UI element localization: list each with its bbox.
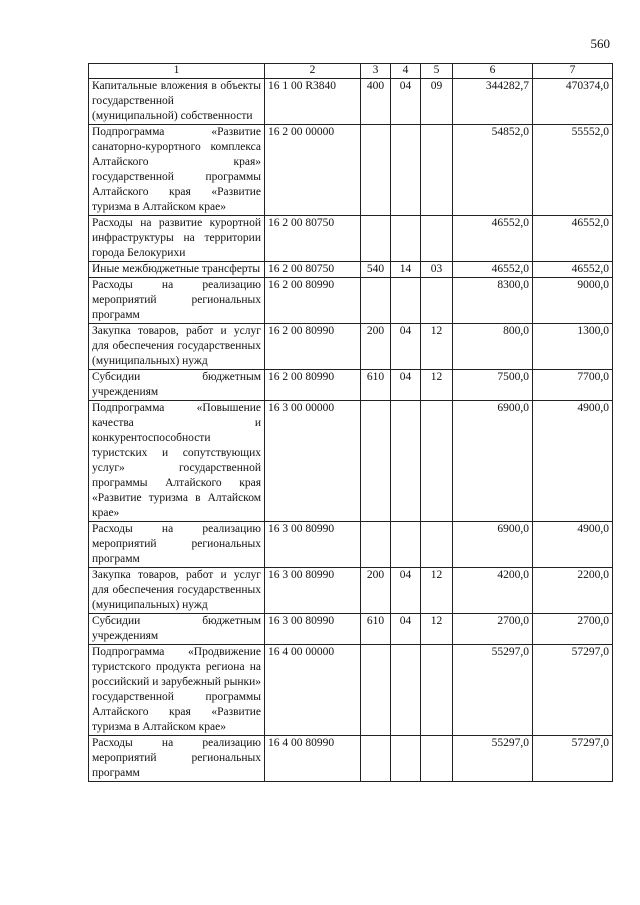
cell-target-code: 16 1 00 R3840 xyxy=(265,79,361,125)
cell-name: Подпрограмма «Развитие санаторно-курортного комплекса Алтайского края» государственной программы Алтайского края «Развитие туризма в Алтайском крае» xyxy=(89,125,265,216)
table-row xyxy=(89,278,613,324)
cell-subsection xyxy=(421,125,453,216)
cell-amount-year1: 6900,0 xyxy=(453,401,533,522)
header-col-2: 2 xyxy=(265,64,361,79)
cell-section: 04 xyxy=(391,614,421,645)
cell-target-code: 16 2 00 80990 xyxy=(265,278,361,324)
cell-amount-year2: 46552,0 xyxy=(533,262,613,278)
cell-section xyxy=(391,645,421,736)
cell-amount-year2: 57297,0 xyxy=(533,736,613,782)
header-col-3: 3 xyxy=(361,64,391,79)
cell-expense-type: 400 xyxy=(361,79,391,125)
cell-amount-year1: 344282,7 xyxy=(453,79,533,125)
cell-amount-year2: 4900,0 xyxy=(533,522,613,568)
cell-expense-type xyxy=(361,522,391,568)
cell-subsection: 12 xyxy=(421,324,453,370)
table-row xyxy=(89,79,613,125)
cell-subsection: 12 xyxy=(421,568,453,614)
cell-amount-year2: 9000,0 xyxy=(533,278,613,324)
cell-amount-year1: 46552,0 xyxy=(453,216,533,262)
cell-expense-type: 540 xyxy=(361,262,391,278)
cell-target-code: 16 3 00 80990 xyxy=(265,568,361,614)
cell-amount-year1: 7500,0 xyxy=(453,370,533,401)
table-row xyxy=(89,370,613,401)
cell-section xyxy=(391,401,421,522)
cell-amount-year2: 57297,0 xyxy=(533,645,613,736)
header-col-4: 4 xyxy=(391,64,421,79)
header-col-5: 5 xyxy=(421,64,453,79)
cell-amount-year1: 800,0 xyxy=(453,324,533,370)
cell-target-code: 16 4 00 80990 xyxy=(265,736,361,782)
cell-section: 14 xyxy=(391,262,421,278)
cell-target-code: 16 3 00 80990 xyxy=(265,522,361,568)
cell-amount-year2: 470374,0 xyxy=(533,79,613,125)
table-row xyxy=(89,324,613,370)
cell-amount-year1: 8300,0 xyxy=(453,278,533,324)
cell-target-code: 16 2 00 80750 xyxy=(265,262,361,278)
table-body xyxy=(89,79,613,782)
cell-name: Закупка товаров, работ и услуг для обеспечения государственных (муниципальных) нужд xyxy=(89,324,265,370)
cell-amount-year1: 46552,0 xyxy=(453,262,533,278)
cell-name: Расходы на реализацию мероприятий региональных программ xyxy=(89,278,265,324)
cell-section: 04 xyxy=(391,324,421,370)
cell-expense-type xyxy=(361,216,391,262)
cell-amount-year1: 55297,0 xyxy=(453,645,533,736)
cell-amount-year1: 55297,0 xyxy=(453,736,533,782)
table-row xyxy=(89,614,613,645)
table-row xyxy=(89,401,613,522)
cell-subsection: 03 xyxy=(421,262,453,278)
cell-name: Подпрограмма «Продвижение туристского продукта региона на российский и зарубежный рынки» государственной программы Алтайского края «Развитие туризма в Алтайском крае» xyxy=(89,645,265,736)
cell-amount-year1: 54852,0 xyxy=(453,125,533,216)
cell-amount-year2: 55552,0 xyxy=(533,125,613,216)
cell-target-code: 16 2 00 00000 xyxy=(265,125,361,216)
cell-name: Иные межбюджетные трансферты xyxy=(89,262,265,278)
cell-subsection xyxy=(421,522,453,568)
cell-subsection: 09 xyxy=(421,79,453,125)
cell-amount-year1: 4200,0 xyxy=(453,568,533,614)
cell-expense-type: 200 xyxy=(361,324,391,370)
cell-expense-type xyxy=(361,736,391,782)
cell-subsection xyxy=(421,278,453,324)
budget-table xyxy=(88,63,613,782)
cell-name: Субсидии бюджетным учреждениям xyxy=(89,614,265,645)
cell-expense-type: 200 xyxy=(361,568,391,614)
cell-target-code: 16 2 00 80990 xyxy=(265,324,361,370)
cell-subsection: 12 xyxy=(421,614,453,645)
cell-subsection xyxy=(421,645,453,736)
table-row xyxy=(89,262,613,278)
cell-amount-year2: 2700,0 xyxy=(533,614,613,645)
cell-amount-year1: 2700,0 xyxy=(453,614,533,645)
cell-expense-type: 610 xyxy=(361,370,391,401)
table-row xyxy=(89,645,613,736)
cell-name: Закупка товаров, работ и услуг для обеспечения государственных (муниципальных) нужд xyxy=(89,568,265,614)
table-row xyxy=(89,522,613,568)
cell-name: Расходы на развитие курортной инфраструктуры на территории города Белокурихи xyxy=(89,216,265,262)
cell-name: Расходы на реализацию мероприятий региональных программ xyxy=(89,522,265,568)
table-header-row xyxy=(89,64,613,79)
cell-target-code: 16 3 00 00000 xyxy=(265,401,361,522)
cell-section xyxy=(391,736,421,782)
cell-subsection xyxy=(421,401,453,522)
cell-section xyxy=(391,125,421,216)
cell-target-code: 16 2 00 80990 xyxy=(265,370,361,401)
cell-target-code: 16 3 00 80990 xyxy=(265,614,361,645)
cell-name: Расходы на реализацию мероприятий региональных программ xyxy=(89,736,265,782)
table-row xyxy=(89,568,613,614)
cell-section: 04 xyxy=(391,370,421,401)
cell-subsection: 12 xyxy=(421,370,453,401)
cell-expense-type xyxy=(361,125,391,216)
table-row xyxy=(89,736,613,782)
cell-section xyxy=(391,522,421,568)
header-col-6: 6 xyxy=(453,64,533,79)
cell-subsection xyxy=(421,216,453,262)
cell-subsection xyxy=(421,736,453,782)
cell-name: Субсидии бюджетным учреждениям xyxy=(89,370,265,401)
header-col-1: 1 xyxy=(89,64,265,79)
cell-section: 04 xyxy=(391,568,421,614)
header-col-7: 7 xyxy=(533,64,613,79)
page-number: 560 xyxy=(590,36,610,51)
cell-amount-year1: 6900,0 xyxy=(453,522,533,568)
cell-target-code: 16 2 00 80750 xyxy=(265,216,361,262)
cell-section: 04 xyxy=(391,79,421,125)
cell-amount-year2: 46552,0 xyxy=(533,216,613,262)
cell-expense-type: 610 xyxy=(361,614,391,645)
cell-section xyxy=(391,278,421,324)
table-row xyxy=(89,216,613,262)
cell-expense-type xyxy=(361,278,391,324)
cell-amount-year2: 4900,0 xyxy=(533,401,613,522)
cell-target-code: 16 4 00 00000 xyxy=(265,645,361,736)
table-row xyxy=(89,125,613,216)
cell-amount-year2: 1300,0 xyxy=(533,324,613,370)
cell-amount-year2: 7700,0 xyxy=(533,370,613,401)
cell-name: Подпрограмма «Повышение качества и конкурентоспособности туристских и сопутствующих услуг» государственной программы Алтайского края «Развитие туризма в Алтайском крае» xyxy=(89,401,265,522)
cell-name: Капитальные вложения в объекты государственной (муниципальной) собственности xyxy=(89,79,265,125)
cell-expense-type xyxy=(361,645,391,736)
cell-section xyxy=(391,216,421,262)
cell-expense-type xyxy=(361,401,391,522)
cell-amount-year2: 2200,0 xyxy=(533,568,613,614)
